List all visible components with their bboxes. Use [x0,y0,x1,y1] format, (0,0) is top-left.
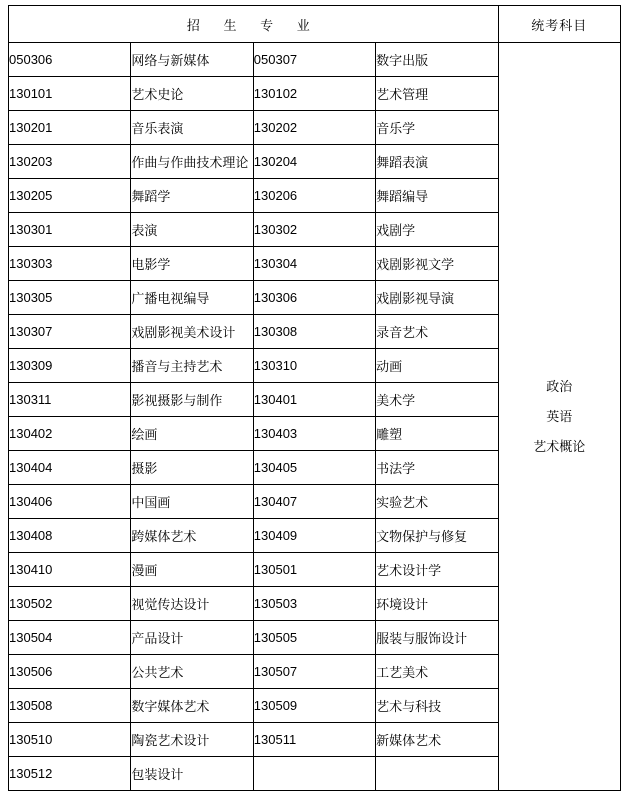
major-name-right: 舞蹈表演 [376,145,498,179]
major-name-right: 动画 [376,349,498,383]
header-exam-subjects: 统考科目 [498,6,620,43]
major-code-left: 130311 [9,383,131,417]
table-header-row [9,6,621,43]
major-code-right: 130304 [253,247,375,281]
exam-subject: 艺术概论 [533,438,586,454]
major-name-left: 绘画 [131,417,253,451]
major-name-right: 舞蹈编导 [376,179,498,213]
major-name-right: 戏剧影视导演 [376,281,498,315]
header-majors: 招 生 专 业 [9,6,499,43]
table-row [9,43,621,77]
major-code-right: 130308 [253,315,375,349]
major-name-left: 作曲与作曲技术理论 [131,145,253,179]
major-code-right: 130206 [253,179,375,213]
major-name-left: 舞蹈学 [131,179,253,213]
major-code-left: 130201 [9,111,131,145]
major-code-right: 130302 [253,213,375,247]
major-name-left: 网络与新媒体 [131,43,253,77]
major-code-left: 130506 [9,655,131,689]
major-name-left: 摄影 [131,451,253,485]
major-code-right: 130509 [253,689,375,723]
major-code-left: 130101 [9,77,131,111]
major-name-right: 文物保护与修复 [376,519,498,553]
major-code-right: 130403 [253,417,375,451]
major-code-left: 050306 [9,43,131,77]
major-name-right: 工艺美术 [376,655,498,689]
major-code-right: 130405 [253,451,375,485]
major-code-right: 130401 [253,383,375,417]
major-name-left: 陶瓷艺术设计 [131,723,253,757]
major-code-right: 130503 [253,587,375,621]
major-name-right: 音乐学 [376,111,498,145]
major-name-right [376,757,498,791]
major-name-right: 戏剧影视文学 [376,247,498,281]
major-code-right: 130310 [253,349,375,383]
major-name-right: 雕塑 [376,417,498,451]
major-name-left: 漫画 [131,553,253,587]
major-name-right: 书法学 [376,451,498,485]
major-code-right: 130501 [253,553,375,587]
major-code-left: 130303 [9,247,131,281]
major-code-left: 130502 [9,587,131,621]
major-name-left: 戏剧影视美术设计 [131,315,253,349]
major-code-left: 130504 [9,621,131,655]
major-code-left: 130309 [9,349,131,383]
major-code-left: 130203 [9,145,131,179]
major-code-right: 130507 [253,655,375,689]
major-name-right: 新媒体艺术 [376,723,498,757]
major-name-left: 音乐表演 [131,111,253,145]
major-code-right: 130306 [253,281,375,315]
major-name-left: 产品设计 [131,621,253,655]
major-code-left: 130512 [9,757,131,791]
major-code-left: 130508 [9,689,131,723]
major-name-left: 数字媒体艺术 [131,689,253,723]
major-code-left: 130307 [9,315,131,349]
major-code-right: 050307 [253,43,375,77]
major-code-left: 130510 [9,723,131,757]
major-code-left: 130406 [9,485,131,519]
exam-subjects-cell [498,43,620,791]
major-code-right: 130102 [253,77,375,111]
major-name-right: 录音艺术 [376,315,498,349]
major-name-right: 戏剧学 [376,213,498,247]
major-name-right: 艺术设计学 [376,553,498,587]
major-code-left: 130301 [9,213,131,247]
major-code-right [253,757,375,791]
table-header [9,6,621,43]
major-code-left: 130305 [9,281,131,315]
major-name-left: 艺术史论 [131,77,253,111]
major-code-left: 130402 [9,417,131,451]
major-code-left: 130408 [9,519,131,553]
exam-subject: 政治 [546,378,573,394]
major-code-right: 130407 [253,485,375,519]
major-code-left: 130205 [9,179,131,213]
major-name-right: 美术学 [376,383,498,417]
document-page [0,5,629,782]
major-code-left: 130404 [9,451,131,485]
exam-subject: 英语 [546,408,573,424]
table-body [9,43,621,791]
major-name-right: 服装与服饰设计 [376,621,498,655]
major-name-right: 艺术与科技 [376,689,498,723]
major-name-left: 跨媒体艺术 [131,519,253,553]
major-code-right: 130202 [253,111,375,145]
major-name-right: 艺术管理 [376,77,498,111]
major-code-right: 130204 [253,145,375,179]
major-name-left: 广播电视编导 [131,281,253,315]
major-code-right: 130511 [253,723,375,757]
major-name-left: 表演 [131,213,253,247]
major-code-right: 130409 [253,519,375,553]
major-name-left: 影视摄影与制作 [131,383,253,417]
major-name-left: 包装设计 [131,757,253,791]
major-name-right: 实验艺术 [376,485,498,519]
major-name-left: 公共艺术 [131,655,253,689]
major-name-left: 播音与主持艺术 [131,349,253,383]
major-name-left: 电影学 [131,247,253,281]
major-name-left: 中国画 [131,485,253,519]
major-code-right: 130505 [253,621,375,655]
major-name-right: 环境设计 [376,587,498,621]
major-code-left: 130410 [9,553,131,587]
majors-exam-table [8,5,621,791]
major-name-right: 数字出版 [376,43,498,77]
major-name-left: 视觉传达设计 [131,587,253,621]
